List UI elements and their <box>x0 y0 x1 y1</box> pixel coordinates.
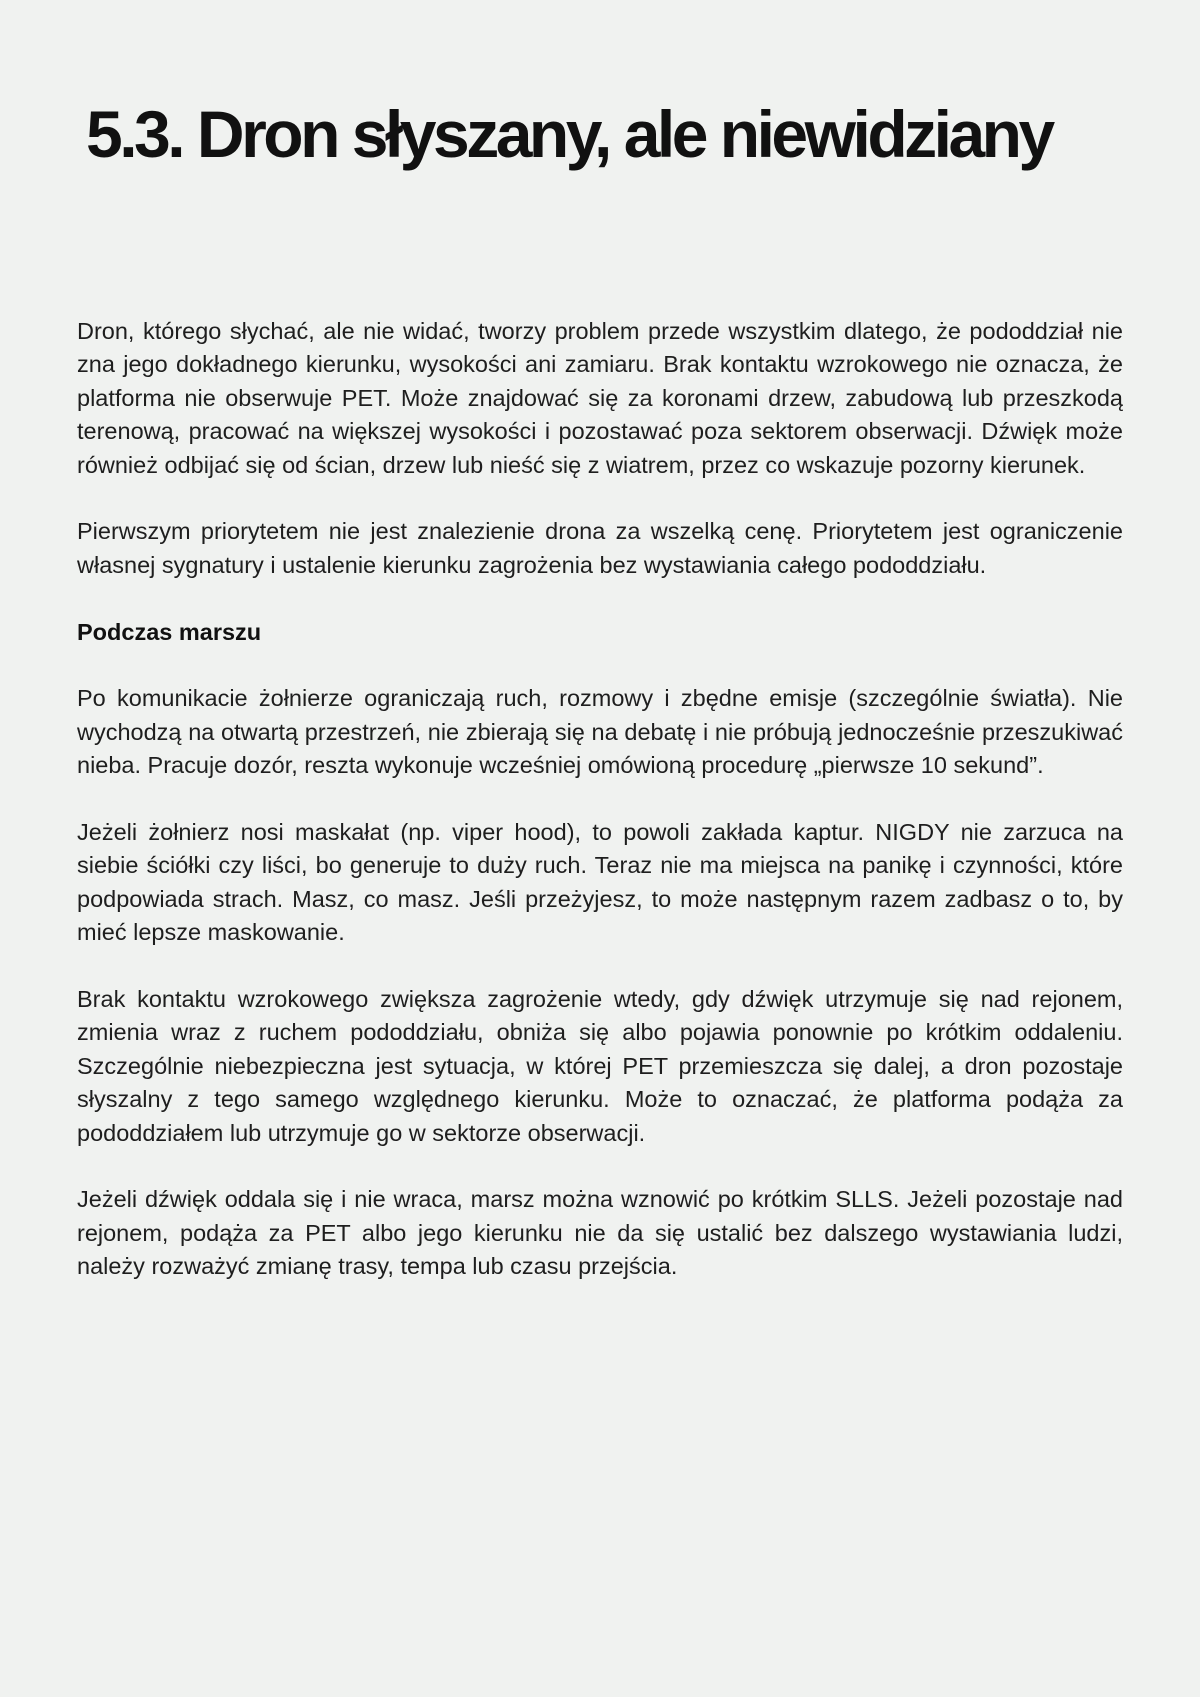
document-body <box>77 315 1123 1317</box>
section-paragraph: Jeżeli żołnierz nosi maskałat (np. viper hood), to powoli zakłada kaptur. NIGDY nie zarzuca na siebie ściółki czy liści, bo generuje to duży ruch. Teraz nie ma miejsca na panikę i czynności, które podpowiada strach. Masz, co masz. Jeśli przeżyjesz, to może następnym razem zadbasz o to, by mieć lepsze maskowanie. <box>77 819 1123 946</box>
section-heading: Podczas marszu <box>77 618 262 645</box>
section-paragraph: Po komunikacie żołnierze ograniczają ruch, rozmowy i zbędne emisje (szczególnie światła). Nie wychodzą na otwartą przestrzeń, nie zbierają się na debatę i nie próbują jednocześnie przeszukiwać nieba. Pracuje dozór, reszta wykonuje wcześniej omówioną procedurę „pierwsze 10 sekund”. <box>77 685 1123 779</box>
section-paragraph: Brak kontaktu wzrokowego zwiększa zagrożenie wtedy, gdy dźwięk utrzymuje się nad rejonem, zmienia wraz z ruchem pododdziału, obniża się albo pojawia ponownie po krótkim oddaleniu. Szczególnie niebezpieczna jest sytuacja, w której PET przemieszcza się dalej, a dron pozostaje słyszalny z tego samego względnego kierunku. Może to oznaczać, że platforma podąża za pododdziałem lub utrzymuje go w sektorze obserwacji. <box>77 986 1123 1146</box>
page-title: 5.3. Dron słyszany, ale niewidziany <box>86 97 1052 171</box>
section-paragraph: Jeżeli dźwięk oddala się i nie wraca, marsz można wznowić po krótkim SLLS. Jeżeli pozostaje nad rejonem, podąża za PET albo jego kierunku nie da się ustalić bez dalszego wystawiania ludzi, należy rozważyć zmianę trasy, tempa lub czasu przejścia. <box>77 1186 1123 1280</box>
body-paragraph: Dron, którego słychać, ale nie widać, tworzy problem przede wszystkim dlatego, że pododdział nie zna jego dokładnego kierunku, wysokości ani zamiaru. Brak kontaktu wzrokowego nie oznacza, że platforma nie obserwuje PET. Może znajdować się za koronami drzew, zabudową lub przeszkodą terenową, pracować na większej wysokości i pozostawać poza sektorem obserwacji. Dźwięk może również odbijać się od ścian, drzew lub nieść się z wiatrem, przez co wskazuje pozorny kierunek. <box>77 318 1123 478</box>
body-paragraph: Pierwszym priorytetem nie jest znalezienie drona za wszelką cenę. Priorytetem jest ograniczenie własnej sygnatury i ustalenie kierunku zagrożenia bez wystawiania całego pododdziału. <box>77 518 1123 578</box>
